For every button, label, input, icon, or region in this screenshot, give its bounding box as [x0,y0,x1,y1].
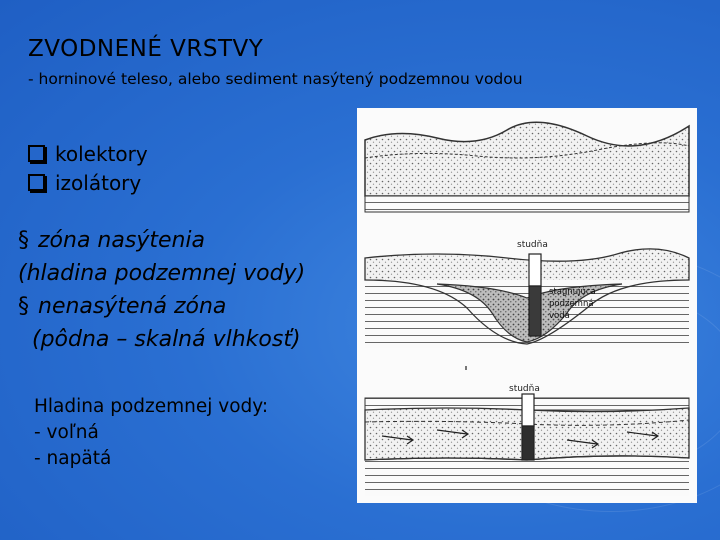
well-label-1: studňa [517,240,548,250]
stagnant-label-line2: podzemná [549,299,594,309]
panel-3 [365,383,689,496]
panel-1 [365,122,689,212]
aquifer-diagram [357,108,697,503]
zone-saturated-label: zóna nasýtenia [38,228,206,253]
zone-unsaturated-label: nenasýtená zóna [38,294,227,319]
section-bullet-icon: § [18,228,29,253]
water-table-heading: Hladina podzemnej vody: [34,396,269,417]
water-table-item-confined: - napätá [34,448,112,469]
aquifer-diagram-svg [357,108,697,503]
zone-unsaturated-note: (pôdna – skalná vlhkosť) [32,327,301,352]
checklist-item-label: kolektory [55,142,148,166]
checklist-item [28,140,148,169]
panel-2 [365,239,689,370]
well-label-2: studňa [509,384,540,394]
checkbox-bullet-icon [28,145,45,162]
stagnant-label-line3: voda [549,311,570,321]
slide-subtitle: - horninové teleso, alebo sediment nasýtený podzemnou vodou [28,70,523,88]
water-table-block [34,394,268,472]
checkbox-bullet-icon [28,174,45,191]
stagnant-label-line1: stagnujúca [549,287,596,297]
zone-saturated-note: (hladina podzemnej vody) [18,261,306,286]
checklist-item-label: izolátory [55,171,142,195]
checklist [28,140,148,198]
section-bullet-icon: § [18,294,29,319]
checklist-item [28,169,148,198]
water-table-item-free: - voľná [34,422,99,443]
zones-list [18,224,305,356]
slide-title: ZVODNENÉ VRSTVY [28,36,264,62]
